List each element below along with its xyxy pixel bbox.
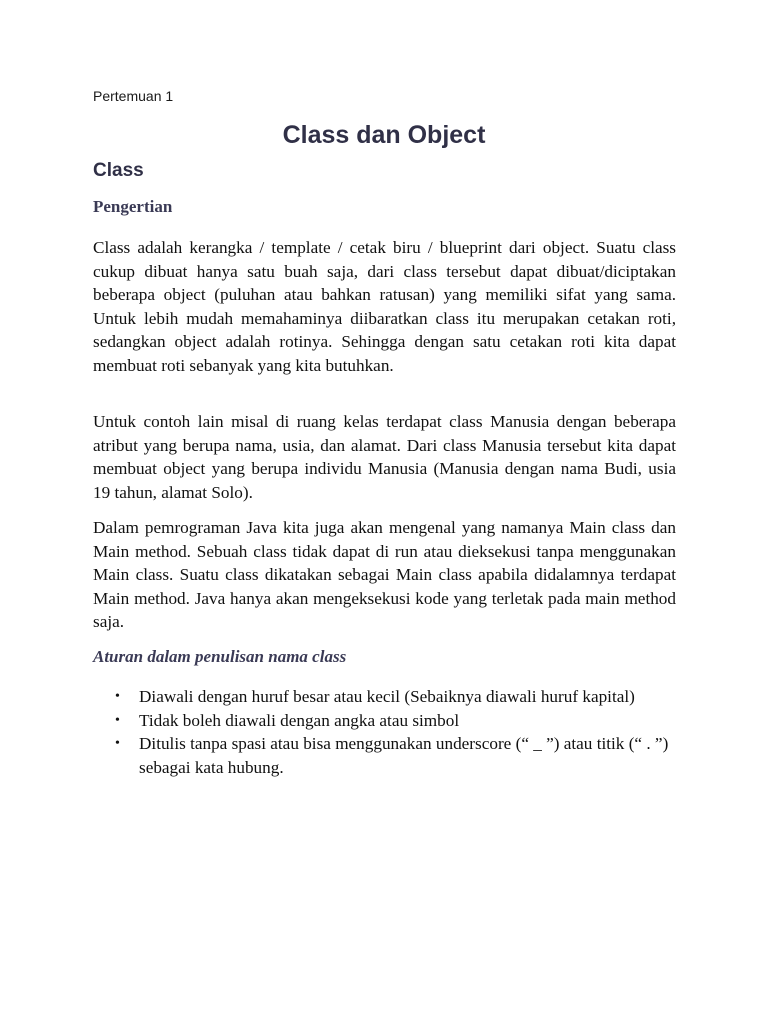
paragraph: Dalam pemrograman Java kita juga akan mengenal yang namanya Main class dan Main method. Sebuah class tidak dapat di run atau dieksekusi tanpa menggunakan Main class. Suatu class dikatakan sebagai Main class apabila didalamnya terdapat Main method. Java hanya akan mengeksekusi kode yang terletak pada main method saja.: [93, 518, 676, 631]
bullet-icon: •: [115, 689, 120, 704]
section-heading: Class: [93, 160, 144, 181]
rules-heading: Aturan dalam penulisan nama class: [93, 647, 347, 666]
document-title: Class dan Object: [282, 121, 486, 149]
list-item-text: Diawali dengan huruf besar atau kecil (Sebaiknya diawali huruf kapital): [139, 687, 635, 706]
rules-list: [93, 685, 676, 779]
bullet-icon: •: [115, 712, 120, 728]
subheading: Pengertian: [93, 197, 173, 216]
list-item: [93, 685, 676, 709]
paragraph: Untuk contoh lain misal di ruang kelas terdapat class Manusia dengan beberapa atribut yang berupa nama, usia, dan alamat. Dari class Manusia tersebut kita dapat membuat object yang berupa individu Manusia (Manusia dengan nama Budi, usia 19 tahun, alamat Solo).: [93, 412, 676, 502]
bullet-icon: •: [115, 736, 120, 751]
list-item: [93, 709, 676, 733]
page-header-label: Pertemuan 1: [93, 88, 174, 104]
paragraph: Class adalah kerangka / template / cetak biru / blueprint dari object. Suatu class cukup dibuat hanya satu buah saja, dari class tersebut dapat dibuat/diciptakan beberapa object (puluhan atau bahkan ratusan) yang memiliki sifat yang sama. Untuk lebih mudah memahaminya diibaratkan class itu merupakan cetakan roti, sedangkan object adalah rotinya. Sehingga dengan satu cetakan roti kita dapat membuat roti sebanyak yang kita butuhkan.: [93, 238, 676, 375]
list-item: [93, 732, 676, 779]
list-item-text: Ditulis tanpa spasi atau bisa menggunakan underscore (“ _ ”) atau titik (“ . ”) sebagai kata hubung.: [139, 734, 669, 777]
list-item-text: Tidak boleh diawali dengan angka atau simbol: [139, 710, 460, 730]
